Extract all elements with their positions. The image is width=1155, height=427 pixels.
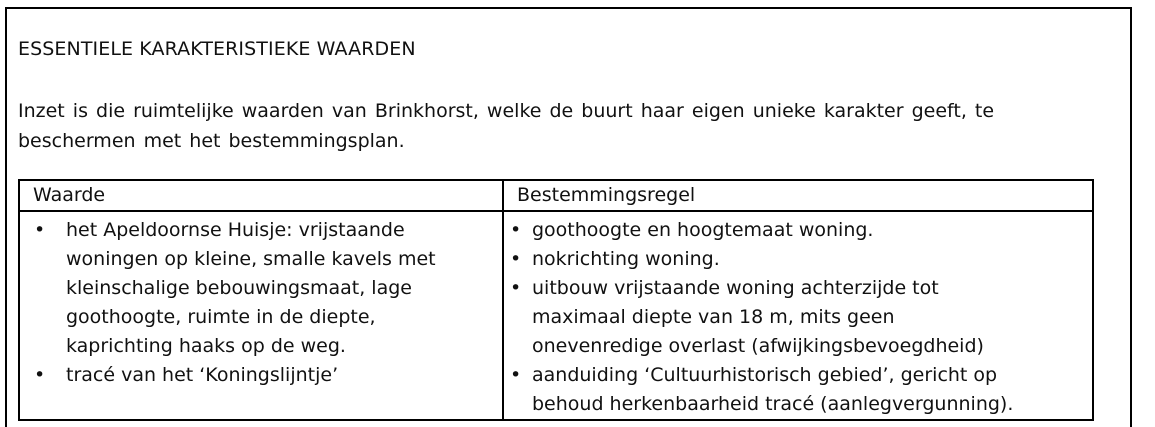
item-line: kleinschalige bebouwingsmaat, lage bbox=[66, 277, 412, 299]
item-line: goothoogte, ruimte in de diepte, bbox=[66, 306, 376, 328]
item-line: uitbouw vrijstaande woning achterzijde tot bbox=[532, 277, 939, 299]
table-header-row bbox=[19, 180, 1093, 211]
list-item bbox=[504, 245, 1092, 274]
item-line: aanduiding ‘Cultuurhistorisch gebied’, gericht op bbox=[532, 364, 998, 386]
bullet-icon: • bbox=[510, 364, 522, 386]
column-header-waarde: Waarde bbox=[19, 180, 503, 211]
waarde-list bbox=[20, 216, 502, 390]
list-item bbox=[20, 361, 502, 390]
waarde-cell bbox=[19, 211, 503, 420]
item-line: kaprichting haaks op de weg. bbox=[66, 335, 346, 357]
bullet-icon: • bbox=[510, 248, 522, 270]
list-item bbox=[504, 216, 1092, 245]
intro-line: beschermen met het bestemmingsplan. bbox=[18, 130, 405, 152]
item-line: tracé van het ‘Koningslijntje’ bbox=[66, 364, 339, 386]
section-heading: ESSENTIELE KARAKTERISTIEKE WAARDEN bbox=[18, 38, 416, 60]
list-item bbox=[504, 274, 1092, 361]
item-line: behoud herkenbaarheid tracé (aanlegvergunning). bbox=[532, 393, 1014, 415]
bullet-icon: • bbox=[510, 277, 522, 299]
intro-line: Inzet is die ruimtelijke waarden van Brinkhorst, welke de buurt haar eigen unieke karakter geeft, te bbox=[18, 100, 995, 122]
item-line: maximaal diepte van 18 m, mits geen bbox=[532, 306, 895, 328]
bullet-icon: • bbox=[510, 219, 522, 241]
item-line: nokrichting woning. bbox=[532, 248, 720, 270]
item-line: goothoogte en hoogtemaat woning. bbox=[532, 219, 874, 241]
bullet-icon: • bbox=[34, 364, 46, 386]
column-header-bestemmingsregel: Bestemmingsregel bbox=[503, 180, 1093, 211]
list-item bbox=[20, 216, 502, 361]
regel-list bbox=[504, 216, 1092, 419]
bestemmingsregel-cell bbox=[503, 211, 1093, 420]
item-line: onevenredige overlast (afwijkingsbevoegdheid) bbox=[532, 335, 984, 357]
list-item bbox=[504, 361, 1092, 419]
item-line: het Apeldoornse Huisje: vrijstaande bbox=[66, 219, 405, 241]
intro-paragraph bbox=[18, 96, 1128, 156]
table-row bbox=[19, 211, 1093, 420]
values-rules-table bbox=[18, 179, 1094, 421]
item-line: woningen op kleine, smalle kavels met bbox=[66, 248, 436, 270]
bullet-icon: • bbox=[34, 219, 46, 241]
